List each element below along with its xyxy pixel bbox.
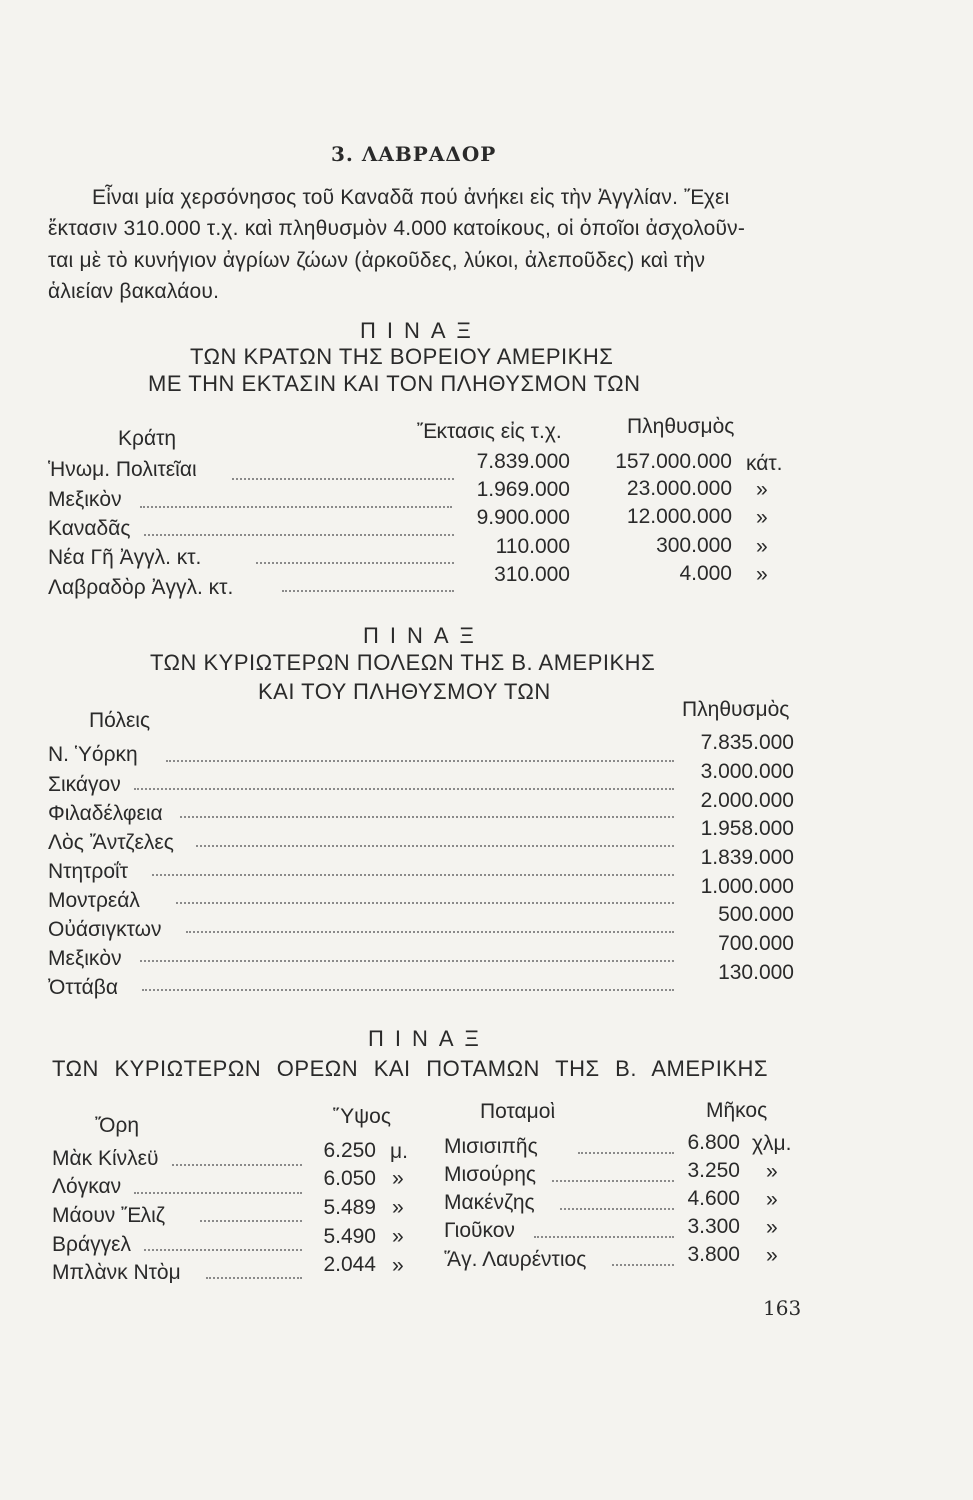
page-number: 163: [763, 1296, 802, 1320]
table3-length-value: 3.800: [687, 1243, 740, 1266]
leader-dots: [144, 534, 454, 536]
table2-col-pop: Πληθυσμὸς: [682, 698, 790, 721]
table3-height-value: 6.050: [323, 1167, 376, 1190]
table2-city-name: Οὐάσιγκτων: [48, 918, 162, 941]
table3-col-length: Μῆκος: [706, 1099, 768, 1122]
leader-dots: [282, 590, 454, 592]
table2-pop-value: 500.000: [718, 903, 794, 926]
table3-length-unit: »: [766, 1188, 778, 1211]
leader-dots: [180, 816, 674, 818]
paragraph-line: ἁλιείαν βακαλάου.: [48, 280, 220, 303]
leader-dots: [206, 1277, 302, 1279]
table2-pop-value: 7.835.000: [700, 731, 794, 754]
table1-pop-unit: »: [756, 535, 768, 558]
table3-height-unit: »: [392, 1254, 404, 1277]
table3-height-unit: »: [392, 1225, 404, 1248]
table1-heading: ΤΩΝ ΚΡΑΤΩΝ ΤΗΣ ΒΟΡΕΙΟΥ ΑΜΕΡΙΚΗΣ: [190, 344, 614, 369]
table1-pop-value: 12.000.000: [626, 505, 732, 528]
table2-city-name: Ὀττάβα: [48, 976, 119, 999]
leader-dots: [166, 760, 674, 762]
table1-subheading: ΜΕ ΤΗΝ ΕΚΤΑΣΙΝ ΚΑΙ ΤΟΝ ΠΛΗΘΥΣΜΟΝ ΤΩΝ: [148, 371, 641, 396]
leader-dots: [142, 989, 674, 991]
table3-mountain-name: Βράγγελ: [52, 1233, 131, 1256]
leader-dots: [186, 931, 674, 933]
table1-pop-unit: »: [756, 478, 768, 501]
table3-length-unit: »: [766, 1244, 778, 1267]
table1-area-value: 310.000: [494, 563, 570, 586]
table1-col-pop: Πληθυσμὸς: [627, 415, 735, 438]
table1-area-value: 110.000: [495, 535, 570, 558]
table3-length-value: 4.600: [687, 1187, 740, 1210]
table1-pop-value: 4.000: [679, 562, 732, 585]
table1-state-name: Λαβραδὸρ Ἀγγλ. κτ.: [48, 576, 234, 599]
table3-height-unit: »: [392, 1167, 404, 1190]
table3-col-mountains: Ὄρη: [95, 1114, 140, 1137]
table2-city-name: Λὸς Ἄντζελες: [48, 831, 174, 854]
table3-length-value: 3.300: [687, 1215, 740, 1238]
leader-dots: [172, 1164, 302, 1166]
leader-dots: [256, 562, 454, 564]
table1-state-name: Μεξικὸν: [48, 488, 122, 511]
table1-pop-value: 23.000.000: [626, 477, 732, 500]
table1-area-value: 9.900.000: [476, 506, 570, 529]
table3-length-unit: χλμ.: [752, 1132, 792, 1155]
leader-dots: [534, 1236, 674, 1238]
table3-height-value: 6.250: [323, 1139, 376, 1162]
paragraph-line: Εἶναι μία χερσόνησος τοῦ Καναδᾶ πού ἀνήκει εἰς τὴν Ἀγγλίαν. Ἔχει: [92, 186, 730, 209]
table1-pop-unit: κάτ.: [746, 452, 783, 475]
leader-dots: [552, 1180, 674, 1182]
table3-mountain-name: Μπλὰνκ Ντὸμ: [52, 1261, 181, 1284]
table3-length-unit: »: [766, 1160, 778, 1183]
table2-city-name: Ντητροΐτ: [48, 860, 129, 883]
leader-dots: [200, 1220, 302, 1222]
table3-height-value: 2.044: [323, 1253, 376, 1276]
table1-pop-unit: »: [756, 563, 768, 586]
table2-heading: ΤΩΝ ΚΥΡΙΩΤΕΡΩΝ ΠΟΛΕΩΝ ΤΗΣ Β. ΑΜΕΡΙΚΗΣ: [150, 650, 656, 675]
table3-mountain-name: Μὰκ Κίνλεϋ: [52, 1147, 159, 1170]
table3-river-name: Γιοῦκον: [444, 1219, 515, 1242]
table3-length-unit: »: [766, 1216, 778, 1239]
table1-pop-value: 157.000.000: [615, 450, 732, 473]
table1-pop-unit: »: [756, 506, 768, 529]
paragraph-line: ἔκτασιν 310.000 τ.χ. καὶ πληθυσμὸν 4.000 κατοίκους, οἱ ὁποῖοι ἀσχολοῦν-: [48, 217, 746, 240]
table3-length-value: 3.250: [687, 1159, 740, 1182]
table3-river-name: Ἅγ. Λαυρέντιος: [444, 1248, 587, 1271]
table3-river-name: Μακένζης: [444, 1191, 535, 1214]
leader-dots: [134, 1192, 302, 1194]
table2-pop-value: 1.958.000: [700, 817, 794, 840]
table2-city-name: Ν. Ὑόρκη: [48, 743, 138, 766]
table1-state-name: Καναδᾶς: [48, 517, 131, 540]
leader-dots: [144, 1249, 302, 1251]
table2-pop-value: 1.000.000: [700, 875, 794, 898]
table1-state-name: Ἡνωμ. Πολιτεῖαι: [48, 458, 197, 481]
table2-pop-value: 2.000.000: [700, 789, 794, 812]
table2-city-name: Σικάγον: [48, 773, 121, 796]
table2-col-city: Πόλεις: [89, 709, 151, 732]
table3-river-name: Μισούρης: [444, 1163, 537, 1186]
table3-height-value: 5.490: [323, 1225, 376, 1248]
table3-height-unit: »: [392, 1196, 404, 1219]
table2-subheading: ΚΑΙ ΤΟΥ ΠΛΗΘΥΣΜΟΥ ΤΩΝ: [258, 679, 551, 704]
table3-height-unit: μ.: [390, 1140, 408, 1163]
table2-city-name: Φιλαδέλφεια: [48, 802, 163, 825]
leader-dots: [140, 960, 674, 962]
table3-height-value: 5.489: [323, 1196, 376, 1219]
leader-dots: [196, 845, 674, 847]
table1-col-area: Ἔκτασις εἰς τ.χ.: [417, 420, 562, 443]
table3-col-rivers: Ποταμοὶ: [480, 1100, 556, 1123]
table1-area-value: 1.969.000: [476, 478, 570, 501]
table3-mountain-name: Μάουν Ἔλιζ: [52, 1204, 166, 1227]
leader-dots: [134, 788, 674, 790]
table2-pinax-label: ΠΙΝΑΞ: [363, 623, 485, 648]
table2-city-name: Μοντρεάλ: [48, 889, 140, 912]
table3-mountain-name: Λόγκαν: [52, 1175, 122, 1198]
table2-pop-value: 700.000: [718, 932, 794, 955]
table3-pinax-label: ΠΙΝΑΞ: [368, 1026, 490, 1051]
table1-col-state: Κράτη: [118, 427, 177, 450]
table1-area-value: 7.839.000: [476, 450, 570, 473]
table3-river-name: Μισισιπῆς: [444, 1135, 538, 1158]
leader-dots: [152, 874, 674, 876]
table2-pop-value: 1.839.000: [700, 846, 794, 869]
table1-state-name: Νέα Γῆ Ἀγγλ. κτ.: [48, 546, 202, 569]
table2-city-name: Μεξικὸν: [48, 947, 122, 970]
table1-pop-value: 300.000: [656, 534, 732, 557]
leader-dots: [232, 478, 454, 480]
leader-dots: [560, 1208, 674, 1210]
table2-pop-value: 130.000: [718, 961, 794, 984]
table3-heading: ΤΩΝ ΚΥΡΙΩΤΕΡΩΝ ΟΡΕΩΝ ΚΑΙ ΠΟΤΑΜΩΝ ΤΗΣ Β. ΑΜΕΡΙΚΗΣ: [52, 1056, 768, 1081]
table3-col-height: Ὕψος: [333, 1105, 391, 1128]
table3-length-value: 6.800: [687, 1131, 740, 1154]
leader-dots: [140, 506, 452, 508]
section-title: 3. ΛΑΒΡΑΔΟΡ: [331, 142, 497, 166]
paragraph-line: ται μὲ τὸ κυνήγιον ἀγρίων ζώων (ἀρκοῦδες, λύκοι, ἀλεποῦδες) καὶ τὴν: [48, 249, 706, 272]
table1-pinax-label: ΠΙΝΑΞ: [360, 318, 482, 343]
leader-dots: [176, 902, 674, 904]
table2-pop-value: 3.000.000: [700, 760, 794, 783]
